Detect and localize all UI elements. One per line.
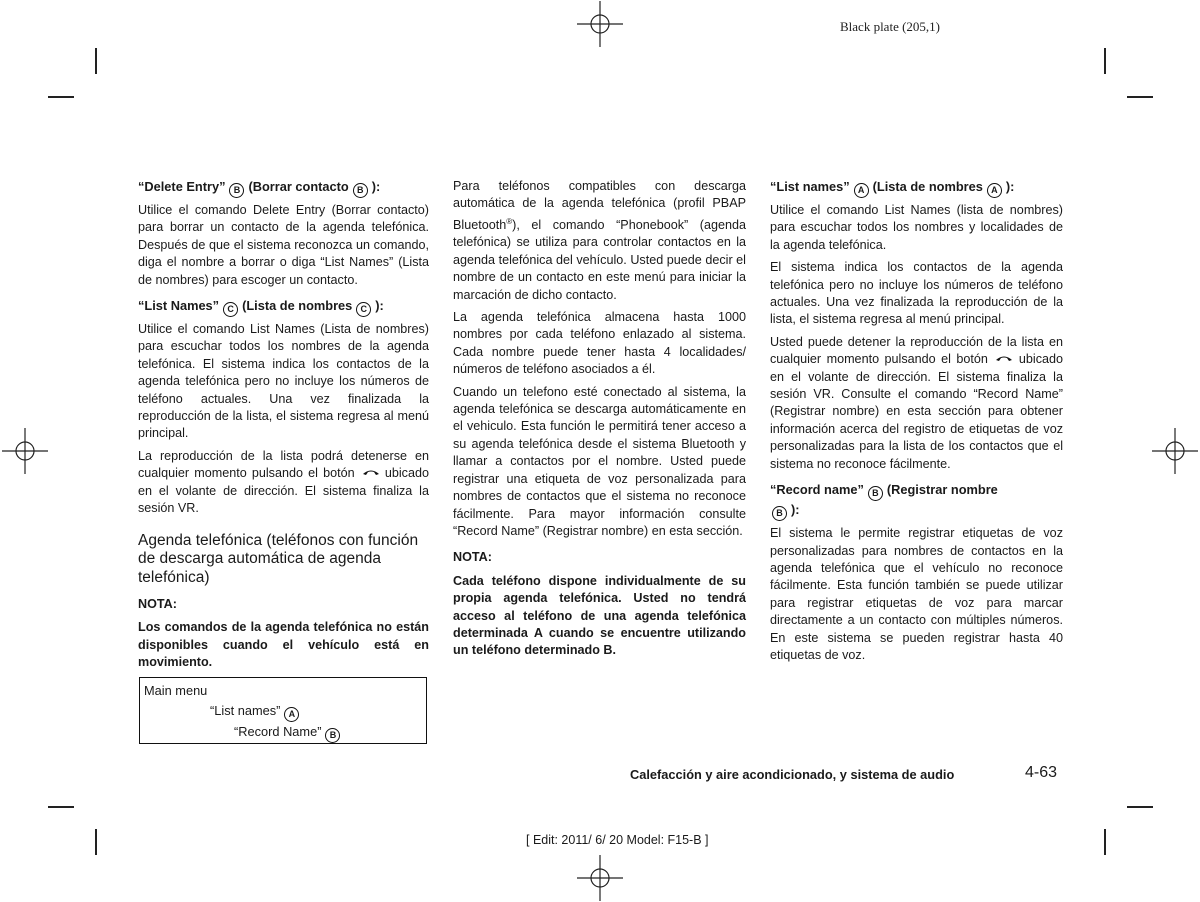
- subheading-phonebook: Agenda telefónica (teléfonos con función de descarga automática de agenda telefónica): [138, 531, 419, 586]
- badge-b-icon: B: [229, 183, 244, 198]
- edit-info: [ Edit: 2011/ 6/ 20 Model: F15-B ]: [526, 833, 709, 847]
- badge-c-icon: C: [356, 302, 371, 317]
- nota-label: NOTA:: [138, 597, 177, 611]
- crop-mark: [48, 806, 74, 808]
- paragraph-record-name: El sistema le permite registrar etiquetas de voz personalizadas para nombres de contactos en la agenda telefónica que el vehículo no reconoce fácilmente. Esta función también se puede utilizar para registrar etiquetas de voz para marcar directamente a un contacto con múltiples números. En este sistema se pueden registrar hasta 40 etiquetas de voz.: [770, 526, 1063, 662]
- registration-target-icon: [577, 1, 623, 47]
- nota-label: NOTA:: [453, 550, 492, 565]
- badge-a-icon: A: [987, 183, 1002, 198]
- plate-label: Black plate (205,1): [840, 19, 940, 34]
- badge-b-icon: B: [868, 486, 883, 501]
- paragraph-stop-playback: Usted puede detener la reproducción de la lista en cualquier momento pulsando el botón ubicado en el volante de dirección. El sistema finaliza la sesión VR. Consulte el comando “Record Name” (Registrar nombre) en esta sección para obtener información acerca del registro de etiquetas de voz personalizadas para la lista de los contactos que el sistema no reconoce fácilmente.: [770, 334, 1064, 471]
- heading-list-names-a: “List names” A (Lista de nombres A ):: [770, 178, 1063, 198]
- paragraph-compatible-phones: Para teléfonos compatibles con descarga automática de la agenda telefónica (profil PBAP Bluetooth®), el comando “Phonebook” (agenda telefónica) se utiliza para controlar contactos en la agenda telefónica del vehículo. Usted puede decir el nombre de un contacto en este menú para iniciar la marcación de dicho contacto.: [453, 179, 746, 302]
- menu-line-record-name: “Record Name” B: [144, 722, 422, 743]
- heading-delete-entry: “Delete Entry” B (Borrar contacto B ):: [138, 178, 429, 198]
- section-title: Calefacción y aire acondicionado, y sistema de audio: [630, 767, 955, 782]
- column-middle: [453, 178, 746, 665]
- heading-record-name: “Record name” B (Registrar nombre B ):: [770, 481, 1063, 521]
- crop-mark: [1104, 829, 1106, 855]
- crop-mark: [48, 96, 74, 98]
- badge-b-icon: B: [325, 728, 340, 743]
- badge-a-icon: A: [284, 707, 299, 722]
- nota-text: Los comandos de la agenda telefónica no están disponibles cuando el vehículo está en movimiento.: [138, 620, 429, 670]
- phone-hangup-icon: [995, 354, 1013, 362]
- menu-line-list-names: “List names” A: [144, 701, 422, 722]
- crop-mark: [1127, 96, 1153, 98]
- crop-mark: [95, 829, 97, 855]
- badge-b-icon: B: [772, 506, 787, 521]
- registration-target-icon: [1152, 428, 1198, 474]
- paragraph-list-behavior: El sistema indica los contactos de la agenda telefónica pero no incluye los números de teléfono actuales. Una vez finalizada la reproducción de la lista, el sistema regresa al menú principal.: [770, 260, 1063, 327]
- page-number: 4-63: [1025, 764, 1058, 781]
- badge-a-icon: A: [854, 183, 869, 198]
- badge-c-icon: C: [223, 302, 238, 317]
- nota-text: Cada teléfono dispone individualmente de su propia agenda telefónica. Usted no tendrá acceso al teléfono de una agenda telefónica determinada A cuando se encuentre utilizando un teléfono determinado B.: [453, 573, 746, 658]
- paragraph-connected: Cuando un telefono esté conectado al sistema, la agenda telefónica se descarga automáticamente en el vehiculo. Esta función le permitirá tener acceso a su agenda telefónica desde el sistema Bluetooth y llamar a contactos por el nombre. Usted puede registrar una etiqueta de voz personalizada para nombres de contactos que el sistema no reconoce fácilmente. Para mayor información consulte “Record Name” (Registrar nombre) en esta sección.: [453, 384, 746, 538]
- menu-line-main: Main menu: [144, 683, 208, 698]
- column-right: [770, 178, 1063, 669]
- badge-b-icon: B: [353, 183, 368, 198]
- paragraph-list-names: Utilice el comando List Names (Lista de nombres) para escuchar todos los nombres de la agenda telefónica. El sistema indica los contactos de la agenda telefónica pero no incluye los números de teléfono actuales. Una vez finalizada la reproducción de la lista, el sistema regresa al menú principal.: [138, 322, 429, 441]
- paragraph-list-usage: Utilice el comando List Names (lista de nombres) para escuchar todos los nombres y localidades de la agenda telefónica.: [770, 203, 1063, 252]
- menu-diagram: [139, 677, 427, 744]
- heading-list-names: “List Names” C (Lista de nombres C ):: [138, 297, 429, 317]
- column-left: [138, 178, 429, 677]
- phone-hangup-icon: [362, 468, 380, 476]
- crop-mark: [1104, 48, 1106, 74]
- crop-mark: [1127, 806, 1153, 808]
- paragraph-stop-playback: La reproducción de la lista podrá detenerse en cualquier momento pulsando el botón ubicado en el volante de dirección. El sistema finaliza la sesión VR.: [138, 448, 429, 516]
- paragraph-delete-entry: Utilice el comando Delete Entry (Borrar contacto) para borrar un contacto de la agenda telefónica. Después de que el sistema reconozca un comando, diga el nombre a borrar o diga “List Names” (Lista de nombres) para escoger un contacto.: [138, 203, 429, 287]
- paragraph-storage: La agenda telefónica almacena hasta 1000 nombres por cada teléfono enlazado al sistema. Cada nombre puede tener hasta 4 localidades/ números de teléfono asociados a él.: [453, 310, 746, 377]
- registration-target-icon: [577, 855, 623, 901]
- registration-target-icon: [2, 428, 48, 474]
- crop-mark: [95, 48, 97, 74]
